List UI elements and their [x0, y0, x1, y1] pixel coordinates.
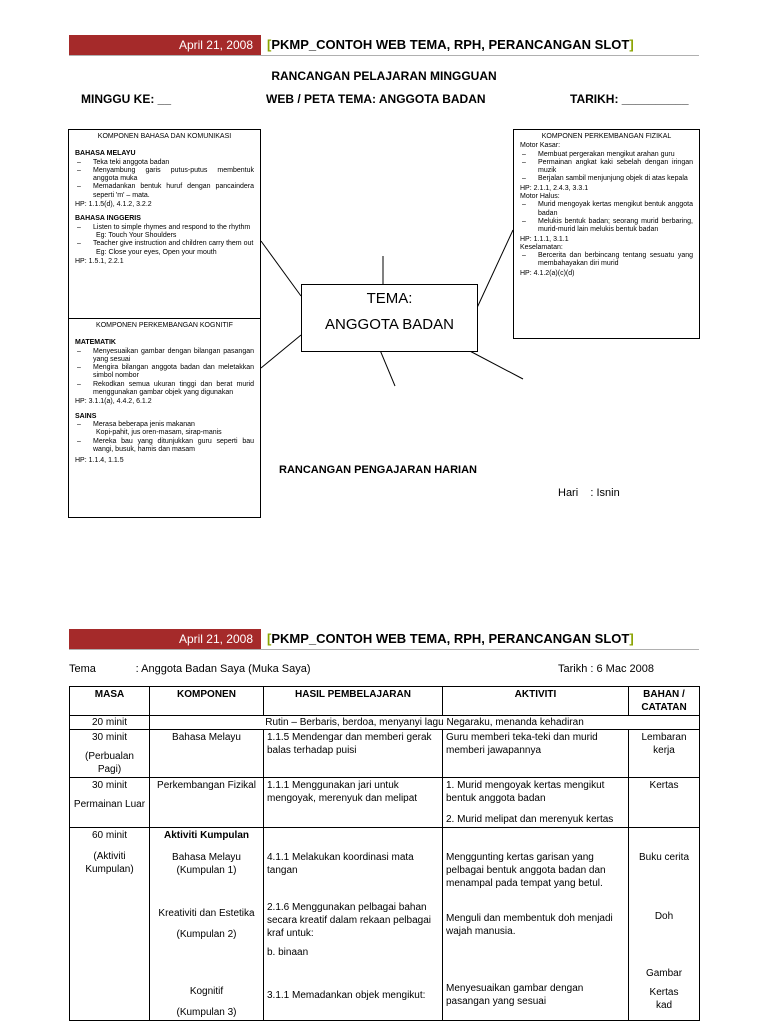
tema-center-box: [301, 284, 478, 352]
list-item: – Murid mengoyak kertas mengikut bentuk anggota badan: [538, 201, 693, 218]
bahan-3c: kad: [655, 1000, 673, 1011]
list-item: – Mereka bau yang ditunjukkan guru seperti bau wangi, busuk, hamis dan masam: [93, 438, 254, 455]
box-fizikal: [513, 129, 700, 339]
hari-label: Hari : Isnin: [558, 487, 620, 499]
cell-bahan: [629, 828, 700, 1021]
post-title[interactable]: [PKMP_CONTOH WEB TEMA, RPH, PERANCANGAN SLOT]: [267, 631, 634, 646]
list-item: – Melukis bentuk badan; seorang murid berbaring, murid-murid lain melukis bentuk badan: [538, 218, 693, 235]
sains-example: Kopi-pahit, jus oren-masam, sirap-manis: [96, 429, 222, 437]
weekly-plan-heading: RANCANGAN PELAJARAN MINGGUAN: [271, 69, 497, 83]
header-rule: [69, 649, 699, 650]
komponen-head: Aktiviti Kumpulan: [163, 830, 249, 841]
cell-rutin: Rutin – Berbaris, berdoa, menyanyi lagu Negaraku, menanda kehadiran: [150, 716, 700, 730]
box-bahasa-komunikasi: [68, 129, 261, 319]
halus-title: Motor Halus:: [520, 193, 560, 201]
sains-hp: HP: 1.1.4, 1.1.5: [75, 457, 124, 465]
komponen-2b: (Kumpulan 2): [176, 929, 237, 940]
bahan-3a: Gambar: [645, 968, 683, 979]
hasil-3: 3.1.1 Memadankan objek mengikut:: [267, 990, 426, 1001]
list-item: – Merasa beberapa jenis makanan: [93, 421, 254, 429]
komponen-3b: (Kumpulan 3): [176, 1007, 237, 1018]
bi-example: Eg: Close your eyes, Open your mouth: [96, 248, 217, 256]
aktiviti-1: Menggunting kertas garisan yang pelbagai bentuk anggota badan dan menampal pada tempat yang betul.: [446, 852, 606, 889]
col-komponen: KOMPONEN: [150, 687, 264, 716]
tema-label: TEMA:: [366, 290, 413, 307]
table-row: [70, 778, 700, 828]
table-row: [70, 716, 700, 730]
sains-list: [75, 421, 254, 429]
list-item: – Berjalan sambil menjunjung objek di atas kepala: [538, 175, 693, 183]
list-item: – Rekodkan semua ukuran tinggi dan berat murid menggunakan gambar objek yang digunakan: [93, 381, 254, 398]
kasar-list: [520, 151, 693, 184]
cell-masa: [70, 778, 150, 828]
bm-title: BAHASA MELAYU: [75, 150, 136, 158]
cell-masa: [70, 730, 150, 778]
box-title: KOMPONEN PERKEMBANGAN KOGNITIF: [96, 322, 233, 329]
box-title: KOMPONEN PERKEMBANGAN FIZIKAL: [541, 133, 672, 140]
selamat-list: [520, 252, 693, 269]
aktiviti-3: Menyesuaikan gambar dengan pasangan yang sesuai: [446, 983, 584, 1007]
kasar-hp: HP: 2.1.1, 2.4.3, 3.3.1: [520, 184, 589, 192]
tema-line: Tema : Anggota Badan Saya (Muka Saya): [69, 663, 311, 675]
bm-hp: HP: 1.1.5(d), 4.1.2, 3.2.2: [75, 201, 152, 209]
komponen-1: Bahasa Melayu (Kumpulan 1): [172, 852, 241, 876]
table-header-row: [70, 687, 700, 716]
sains-list-2: [75, 438, 254, 455]
hasil-2: 2.1.6 Menggunakan pelbagai bahan secara kreatif dalam rekaan pelbagai kraf untuk:: [267, 902, 431, 939]
hasil-1: 4.1.1 Melakukan koordinasi mata tangan: [267, 852, 414, 876]
list-item: – Membuat pergerakan mengikut arahan guru: [538, 151, 693, 159]
col-hasil: HASIL PEMBELAJARAN: [264, 687, 443, 716]
list-item: – Menyesuaikan gambar dengan bilangan pasangan yang sesuai: [93, 348, 254, 365]
col-bahan: BAHAN / CATATAN: [629, 687, 700, 716]
col-masa: MASA: [70, 687, 150, 716]
tarikh-label: TARIKH: __________: [570, 92, 689, 106]
connector-left-top: [261, 241, 301, 296]
halus-hp: HP: 1.1.1, 3.1.1: [520, 235, 569, 243]
box-kognitif: [68, 318, 261, 518]
bi-hp: HP: 1.5.1, 2.2.1: [75, 257, 124, 265]
aktiviti-1: 1. Murid mengoyak kertas mengikut bentuk anggota badan: [446, 780, 605, 804]
kasar-title: Motor Kasar:: [520, 142, 561, 150]
selamat-hp: HP: 4.1.2(a)(c)(d): [520, 269, 575, 277]
rph-table: [69, 686, 700, 1021]
bi-list: [75, 224, 254, 232]
cell-bahan: Kertas: [629, 778, 700, 828]
minggu-label: MINGGU KE: __: [81, 92, 172, 106]
cell-aktiviti: Guru memberi teka-teki dan murid memberi jawapannya: [443, 730, 629, 778]
list-item: – Listen to simple rhymes and respond to the rhythm: [93, 224, 254, 232]
tema-value: ANGGOTA BADAN: [325, 316, 454, 333]
selamat-title: Keselamatan:: [520, 243, 563, 251]
list-item: – Menyambung garis putus-putus membentuk anggota muka: [93, 167, 254, 184]
komponen-3: Kognitif: [189, 986, 224, 997]
bi-list-2: [75, 240, 254, 248]
cell-komponen: Bahasa Melayu: [150, 730, 264, 778]
post-date: April 21, 2008: [69, 629, 261, 649]
list-item: – Teka teki anggota badan: [93, 159, 254, 167]
bm-list: [75, 159, 254, 200]
cell-komponen: [150, 828, 264, 1021]
cell-masa: [70, 828, 150, 1021]
masa-note: (Aktiviti Kumpulan): [85, 851, 134, 875]
post-title[interactable]: [PKMP_CONTOH WEB TEMA, RPH, PERANCANGAN SLOT]: [267, 37, 634, 52]
cell-aktiviti: [443, 828, 629, 1021]
cell-aktiviti: [443, 778, 629, 828]
cell-bahan: Lembaran kerja: [629, 730, 700, 778]
list-item: – Memadankan bentuk huruf dengan pancaindera seperti 'm' – mata.: [93, 183, 254, 200]
connector-bottom-right: [466, 349, 523, 379]
masa-value: 30 minit: [91, 780, 127, 791]
mt-title: MATEMATIK: [75, 339, 116, 347]
web-tema-label: WEB / PETA TEMA: ANGGOTA BADAN: [266, 92, 486, 106]
blog-header-2: [69, 629, 699, 651]
box-title: KOMPONEN BAHASA DAN KOMUNIKASI: [97, 133, 232, 140]
bahan-2: Doh: [654, 911, 674, 922]
mt-list: [75, 348, 254, 398]
list-item: – Mengira bilangan anggota badan dan meletakkan simbol nombor: [93, 364, 254, 381]
cell-masa: 20 minit: [70, 716, 150, 730]
halus-list: [520, 201, 693, 234]
cell-komponen: Perkembangan Fizikal: [150, 778, 264, 828]
tarikh-line: Tarikh : 6 Mac 2008: [558, 663, 654, 675]
connector-right: [476, 230, 513, 310]
bahan-1: Buku cerita: [638, 852, 690, 863]
connector-left-bottom: [261, 335, 301, 368]
bi-title: BAHASA INGGERIS: [75, 215, 141, 223]
list-item: – Bercerita dan berbincang tentang sesuatu yang membahayakan diri murid: [538, 252, 693, 269]
masa-value: 30 minit: [91, 732, 127, 743]
masa-note: Permainan Luar: [73, 799, 146, 810]
aktiviti-2: Menguli dan membentuk doh menjadi wajah manusia.: [446, 913, 613, 937]
post-date: April 21, 2008: [69, 35, 261, 55]
list-item: – Permainan angkat kaki sebelah dengan iringan muzik: [538, 159, 693, 176]
sains-title: SAINS: [75, 412, 97, 420]
mt-hp: HP: 3.1.1(a), 4.4.2, 6.1.2: [75, 398, 152, 406]
komponen-2a: Kreativiti dan Estetika: [158, 908, 255, 919]
aktiviti-2: 2. Murid melipat dan merenyuk kertas: [446, 814, 614, 825]
col-aktiviti: AKTIVITI: [443, 687, 629, 716]
table-row: [70, 730, 700, 778]
cell-hasil: 1.1.1 Menggunakan jari untuk mengoyak, merenyuk dan melipat: [264, 778, 443, 828]
rph-heading: RANCANGAN PENGAJARAN HARIAN: [279, 464, 478, 476]
masa-value: 60 minit: [91, 830, 127, 841]
bi-example: Eg: Touch Your Shoulders: [96, 231, 177, 239]
bahan-3b: Kertas: [649, 987, 679, 998]
list-item: – Teacher give instruction and children carry them out: [93, 240, 254, 248]
table-row: [70, 828, 700, 1021]
connector-bottom: [380, 350, 395, 386]
cell-hasil: 1.1.5 Mendengar dan memberi gerak balas terhadap puisi: [264, 730, 443, 778]
hasil-2b: b. binaan: [267, 947, 309, 958]
masa-note: (Perbualan Pagi): [85, 751, 134, 775]
cell-hasil: [264, 828, 443, 1021]
